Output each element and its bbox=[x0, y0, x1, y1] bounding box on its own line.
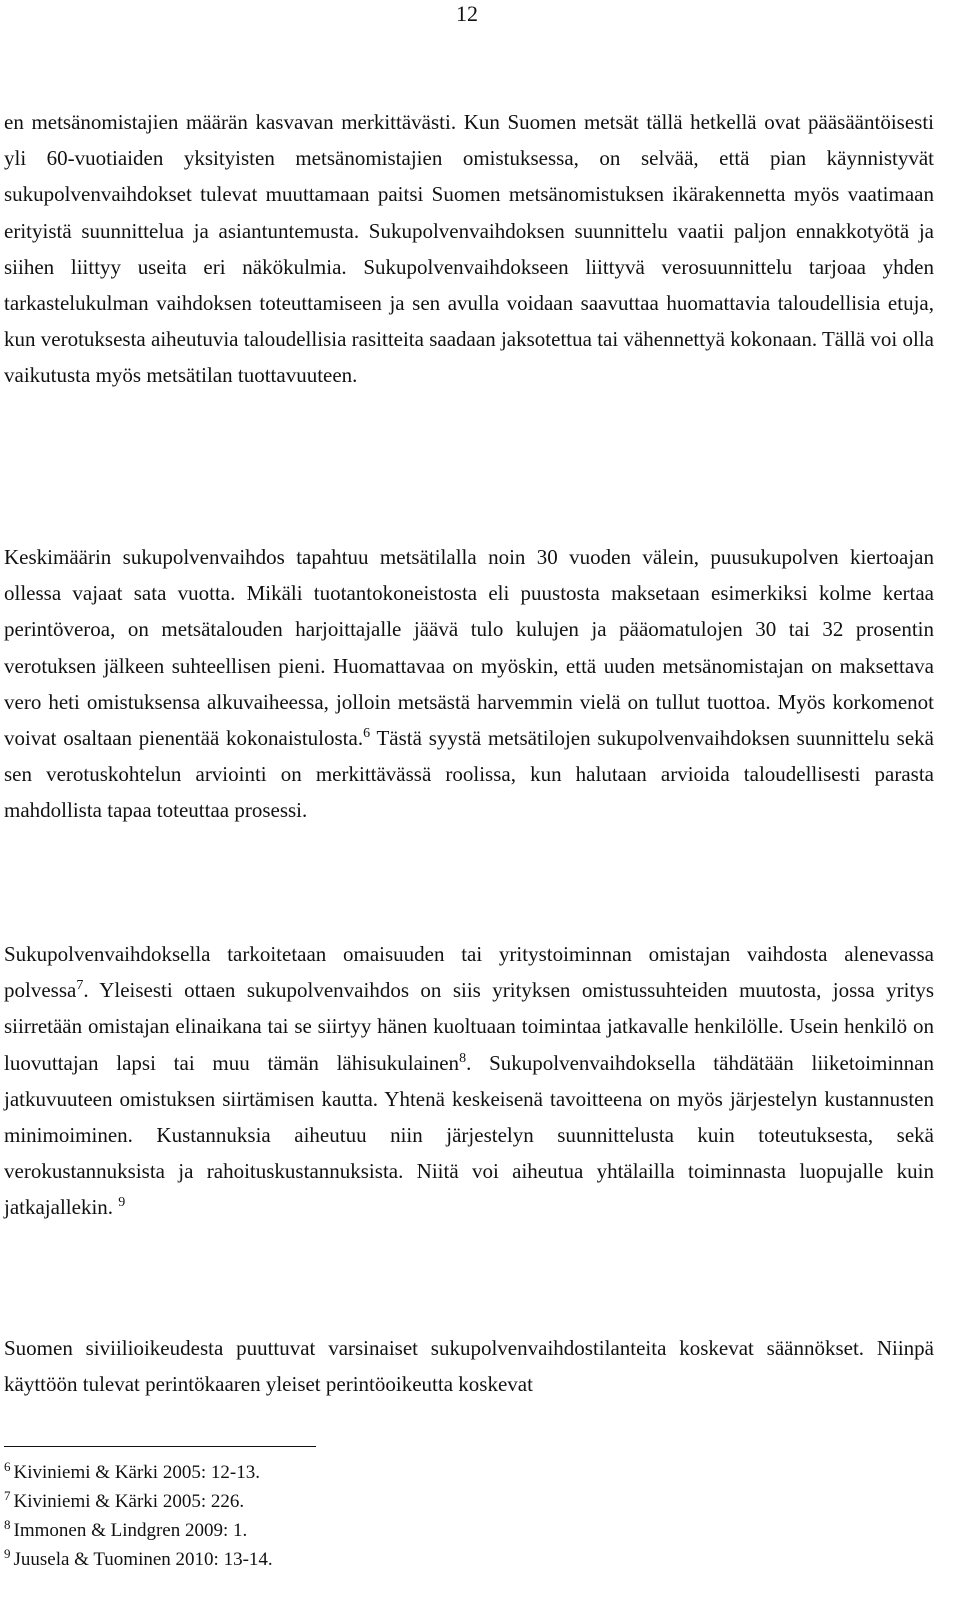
footnote-item bbox=[4, 1516, 704, 1545]
footnote-number: 7 bbox=[4, 1488, 11, 1503]
paragraph-text bbox=[4, 936, 934, 1226]
footnote-item bbox=[4, 1458, 704, 1487]
paragraph-segment: Suomen siviilioikeudesta puuttuvat varsinaiset sukupolvenvaihdostilanteita koskevat säännökset. Niinpä käyttöön tulevat perintökaaren yleiset perintöoikeutta koskevat bbox=[4, 1336, 934, 1397]
paragraph-2 bbox=[4, 539, 934, 829]
footnote-item bbox=[4, 1545, 704, 1574]
footnote-text: Juusela & Tuominen 2010: 13-14. bbox=[13, 1549, 273, 1570]
paragraph-text bbox=[4, 104, 934, 394]
footnote-text: Kiviniemi & Kärki 2005: 12-13. bbox=[13, 1462, 260, 1483]
footnote-reference: 7 bbox=[76, 978, 84, 994]
footnote-reference: 8 bbox=[459, 1050, 467, 1066]
paragraph-3 bbox=[4, 936, 934, 1226]
paragraph-segment: Tästä syystä metsätilojen sukupolvenvaihdoksen suunnittelu sekä sen verotuskohtelun arviointi on merkittävässä roolissa, kun halutaan arvioida taloudellisesti parasta mahdollista tapaa toteuttaa prosessi. bbox=[4, 726, 934, 823]
footnote-text: Kiviniemi & Kärki 2005: 226. bbox=[13, 1491, 245, 1512]
paragraph-segment: Sukupolvenvaihdoksella tarkoitetaan omaisuuden tai yritystoiminnan omistajan vaihdosta alenevassa polvessa bbox=[4, 942, 934, 1003]
footnote-reference: 9 bbox=[118, 1195, 126, 1211]
page-number: 12 bbox=[456, 1, 478, 26]
paragraph-segment: . Sukupolvenvaihdoksella tähdätään liiketoiminnan jatkuvuuteen omistuksen siirtämisen kautta. Yhtenä keskeisenä tavoitteena on myös järjestelyn kustannusten minimoiminen. Kustannuksia aiheutuu niin järjestelyn suunnittelusta kuin toteutuksesta, sekä verokustannuksista ja rahoituskustannuksista. Niitä voi aiheutua yhtälailla toiminnasta luopujalle kuin jatkajallekin. bbox=[4, 1050, 934, 1220]
paragraph-text bbox=[4, 1330, 934, 1402]
paragraph-segment: Keskimäärin sukupolvenvaihdos tapahtuu metsätilalla noin 30 vuoden välein, puusukupolven kiertoajan ollessa vajaat sata vuotta. Mikäli tuotantokoneistosta eli puustosta maksetaan esimerkiksi kolme kertaa perintöveroa, on metsätalouden harjoittajalle jäävä tulo kulujen ja pääomatulojen 30 tai 32 prosentin verotuksen jälkeen suhteellisen pieni. Huomattavaa on myöskin, että uuden metsänomistajan on maksettava vero heti omistuksensa alkuvaiheessa, jolloin metsästä harvemmin vielä on tullut tuottoa. Myös korkomenot voivat osaltaan pienentää kokonaistulosta. bbox=[4, 545, 934, 751]
paragraph-1 bbox=[4, 104, 934, 394]
paragraph-text bbox=[4, 539, 934, 829]
paragraph-segment: en metsänomistajien määrän kasvavan merkittävästi. Kun Suomen metsät tällä hetkellä ovat pääsääntöisesti yli 60-vuotiaiden yksityisten metsänomistajien omistuksessa, on selvää, että pian käynnistyvät sukupolvenvaihdokset tulevat muuttamaan paitsi Suomen metsänomistuksen ikärakennetta myös vaatimaan erityistä suunnittelua ja asiantuntemusta. Sukupolvenvaihdoksen suunnittelu vaatii paljon ennakkotyötä ja siihen liittyy useita eri näkökulmia. Sukupolvenvaihdokseen liittyvä verosuunnittelu tarjoaa yhden tarkastelukulman vaihdoksen toteuttamiseen ja sen avulla voidaan saavuttaa huomattavia taloudellisia etuja, kun verotuksesta aiheutuvia taloudellisia rasitteita saadaan jaksotettua tai vähennettyä kokonaan. Tällä voi olla vaikutusta myös metsätilan tuottavuuteen. bbox=[4, 110, 934, 388]
paragraph-4 bbox=[4, 1330, 934, 1402]
footnote-reference: 6 bbox=[363, 726, 371, 742]
footnote-item bbox=[4, 1487, 704, 1516]
footnotes-section bbox=[4, 1458, 704, 1574]
footnote-number: 9 bbox=[4, 1546, 11, 1561]
footnote-text: Immonen & Lindgren 2009: 1. bbox=[13, 1520, 248, 1541]
footnote-divider bbox=[4, 1446, 316, 1447]
paragraph-segment: . Yleisesti ottaen sukupolvenvaihdos on siis yrityksen omistussuhteiden muutosta, jossa yritys siirretään omistajan elinaikana tai se siirtyy hänen kuoltuaan toimintaa jatkavalle henkilölle. Usein henkilö on luovuttajan lapsi tai muu tämän lähisukulainen bbox=[4, 978, 934, 1075]
footnote-number: 8 bbox=[4, 1517, 11, 1532]
footnote-number: 6 bbox=[4, 1459, 11, 1474]
